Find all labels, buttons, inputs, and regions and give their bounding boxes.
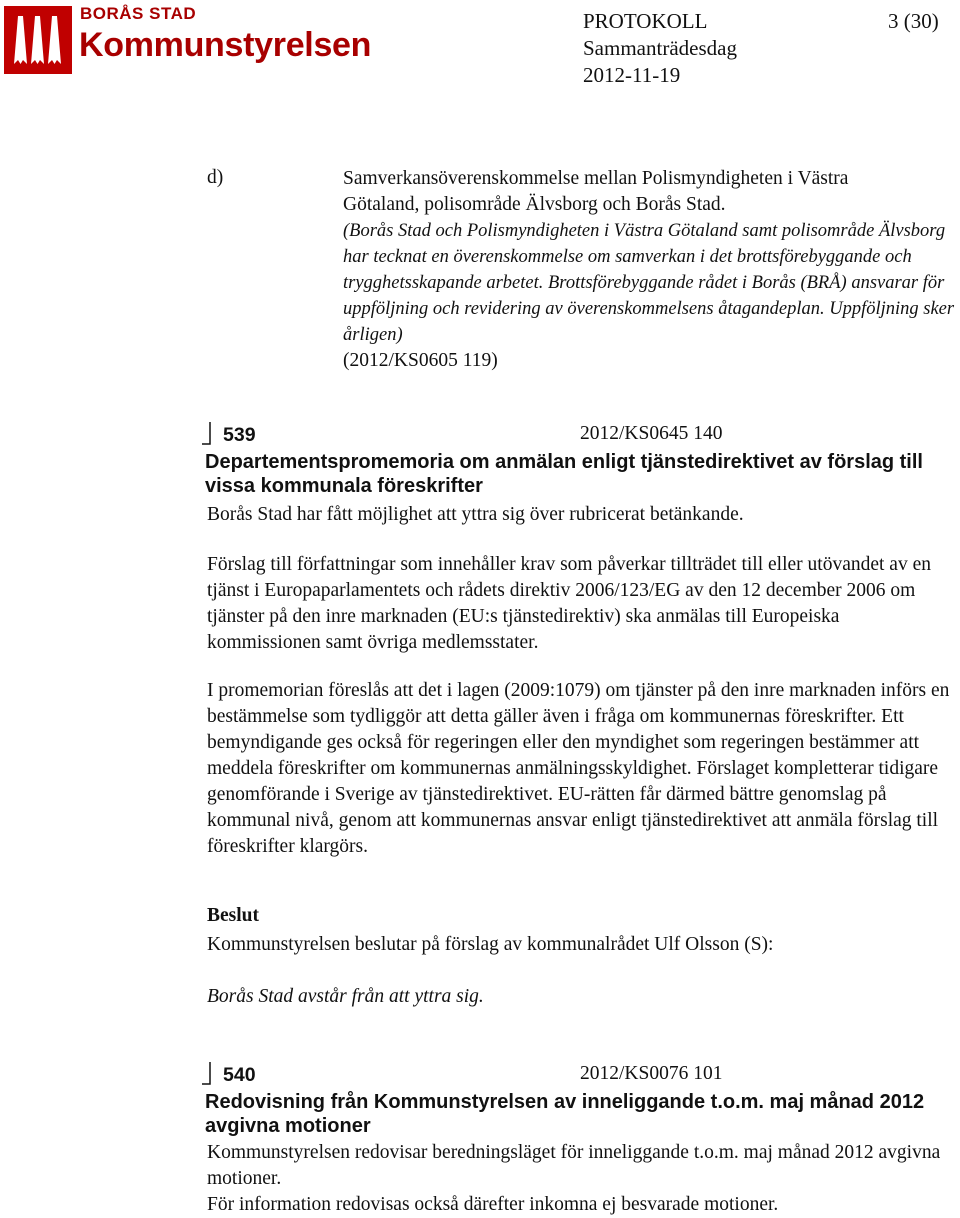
section-note: För information redovisas också därefter inkomna ej besvarade motioner. (207, 1194, 779, 1215)
section-sign-icon (200, 1060, 220, 1086)
section-paragraph: I promemorian föreslås att det i lagen (2009:1079) om tjänster på den inre marknaden införs en bestämmelse som tydliggör att detta gäller även i fråga om kommunernas föreskrifter. Ett bemyndigande ges också för regeringen eller den myndighet som regeringen bestämmer att meddela föreskrifter om kommunernas anmälningsskyldighet. Förslaget kompletterar tidigare genomförande i Sverige av tjänstedirektivet. EU-rätten får därmed bättre genomslag på kommunal nivå, genom att kommunernas ansvar enligt tjänstedirektivet att anmäla förslag till föreskrifter klargörs. (207, 680, 950, 857)
page-number: 3 (30) (888, 9, 939, 33)
meeting-label: Sammanträdesdag (583, 36, 737, 60)
item-d-block (343, 166, 958, 374)
meeting-date: 2012-11-19 (583, 63, 681, 87)
org-name: Kommunstyrelsen (79, 26, 372, 64)
item-d-note: (Borås Stad och Polismyndigheten i Västra Götaland samt polisområde Älvsborg har tecknat en överenskommelse om samverkan i det brottsförebyggande och trygghetsskapande arbetet. Brottsförebyggande rådet i Borås (BRÅ) ansvarar för uppföljning och revidering av överenskommelsens åtagandeplan. Uppföljning sker årligen) (343, 221, 955, 345)
section-intro: Borås Stad har fått möjlighet att yttra sig över rubricerat betänkande. (207, 504, 744, 525)
section-intro: Kommunstyrelsen redovisar beredningsläget för inneliggande t.o.m. maj månad 2012 avgivna motioner. (207, 1142, 941, 1189)
document-type: PROTOKOLL (583, 9, 708, 33)
item-d-title-line2: Götaland, polisområde Älvsborg och Borås Stad. (343, 194, 726, 215)
decision-text: Kommunstyrelsen beslutar på förslag av kommunalrådet Ulf Olsson (S): (207, 934, 774, 955)
item-d-ref: (2012/KS0605 119) (343, 350, 498, 371)
decision-heading: Beslut (207, 905, 260, 926)
section-paragraph: Förslag till författningar som innehåller krav som påverkar tillträdet till eller utövandet av en tjänst i Europaparlamentets och rådets direktiv 2006/123/EG av den 12 december 2006 om tjänster på den inre marknaden (EU:s tjänstedirektiv) ska anmälas till Europeiska kommissionen samt övriga medlemsstater. (207, 554, 931, 653)
section-reference: 2012/KS0645 140 (580, 423, 723, 444)
boras-coat-of-arms-logo (4, 6, 72, 74)
item-d-title-line1: Samverkansöverenskommelse mellan Polismyndigheten i Västra (343, 168, 849, 189)
decision: Borås Stad avstår från att yttra sig. (207, 986, 484, 1007)
section-reference: 2012/KS0076 101 (580, 1063, 723, 1084)
section-number: 539 (223, 424, 256, 446)
section-number: 540 (223, 1064, 256, 1086)
org-small-name: BORÅS STAD (80, 4, 197, 23)
section-title: Redovisning från Kommunstyrelsen av inneliggande t.o.m. maj månad 2012 avgivna motioner (205, 1091, 925, 1137)
item-d-letter: d) (207, 167, 224, 188)
section-title: Departementspromemoria om anmälan enligt tjänstedirektivet av förslag till vissa kommunala föreskrifter (205, 451, 923, 497)
section-sign-icon (200, 420, 220, 446)
